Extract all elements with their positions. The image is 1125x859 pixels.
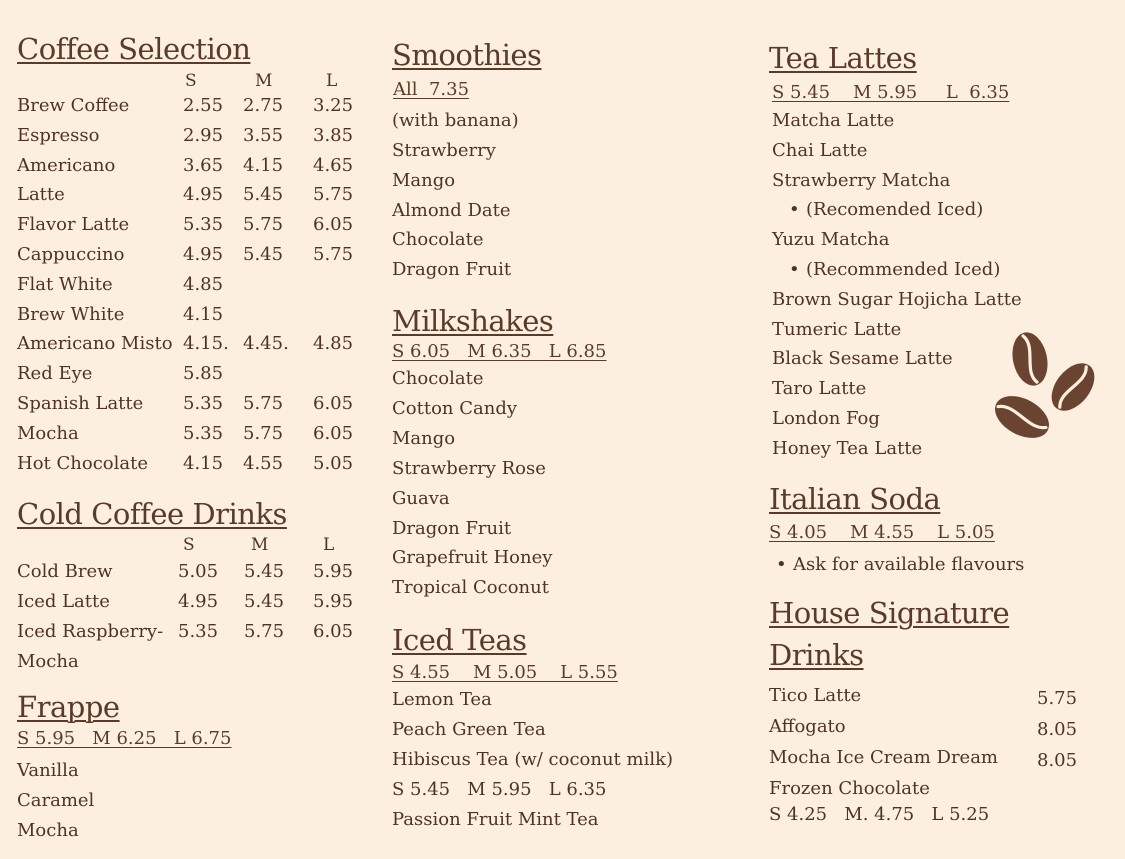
milkshake-item: Dragon Fruit	[392, 517, 512, 539]
coffee-price-m: 3.55	[243, 124, 284, 146]
cold-coffee-price-m: 5.45	[244, 561, 285, 582]
smoothie-item: Dragon Fruit	[392, 259, 512, 281]
coffee-item-name: Flat White	[17, 273, 113, 295]
tea-latte-item: Brown Sugar Hojicha Latte	[772, 288, 1022, 310]
tea-latte-item: Tumeric Latte	[772, 318, 902, 340]
cold-coffee-item-name: Iced Raspberry-	[17, 621, 164, 643]
passion-fruit-item: Passion Fruit Mint Tea	[392, 809, 599, 830]
house-item-name: Frozen Chocolate	[769, 778, 930, 799]
coffee-price-s: 4.95	[183, 244, 224, 265]
milkshake-item: Guava	[392, 487, 450, 509]
coffee-price-s: 4.15	[183, 303, 224, 325]
frappe-item: Vanilla	[17, 760, 79, 781]
coffee-item-name: Cappuccino	[17, 244, 125, 265]
house-row	[769, 747, 1099, 769]
cold-size-l: L	[323, 535, 335, 555]
coffee-item-name: Latte	[17, 184, 65, 206]
coffee-size-l: L	[326, 71, 338, 91]
tea-latte-note: • (Recommended Iced)	[806, 259, 1000, 281]
coffee-row	[17, 304, 357, 326]
milkshake-item: Strawberry Rose	[392, 457, 546, 479]
coffee-row	[17, 363, 357, 385]
coffee-row	[17, 184, 357, 206]
coffee-price-l: 5.75	[313, 244, 354, 265]
coffee-price-s: 2.55	[183, 95, 224, 116]
coffee-price-s: 4.85	[183, 273, 224, 295]
iced-teas-prices: S 4.55 M 5.05 L 5.55	[392, 662, 618, 683]
italian-soda-prices: S 4.05 M 4.55 L 5.05	[769, 522, 995, 543]
house-row	[769, 778, 1099, 800]
coffee-item-name: Brew White	[17, 303, 125, 325]
house-row	[769, 716, 1099, 738]
cold-continuation-text: Mocha	[17, 651, 79, 672]
milkshake-item: Chocolate	[392, 368, 484, 389]
smoothies-heading: Smoothies	[392, 38, 542, 72]
cold-coffee-price-l: 6.05	[313, 621, 354, 643]
milkshakes-prices: S 6.05 M 6.35 L 6.85	[392, 341, 607, 362]
tea-latte-note: • (Recomended Iced)	[806, 199, 983, 221]
smoothie-item: Mango	[392, 169, 456, 191]
cold-size-s: S	[183, 535, 195, 555]
iced-tea-item: Peach Green Tea	[392, 719, 546, 740]
iced-tea-item: Lemon Tea	[392, 689, 492, 710]
coffee-row	[17, 214, 357, 236]
cold-coffee-price-m: 5.75	[244, 621, 285, 643]
cold-coffee-price-s: 5.05	[178, 561, 219, 582]
tea-lattes-heading: Tea Lattes	[769, 41, 917, 75]
italian-soda-note: • Ask for available flavours	[793, 554, 1024, 576]
cold-coffee-row	[17, 621, 357, 643]
coffee-row	[17, 333, 357, 355]
house-item-price: 8.05	[1037, 719, 1078, 740]
coffee-price-s: 5.35	[183, 393, 224, 414]
tea-latte-item: Strawberry Matcha	[772, 169, 951, 191]
milkshakes-heading: Milkshakes	[392, 304, 554, 338]
tea-lattes-prices: S 5.45 M 5.95 L 6.35	[772, 82, 1010, 103]
house-heading-line2: Drinks	[769, 638, 864, 672]
house-item-name: Mocha Ice Cream Dream	[769, 747, 998, 768]
frozen-chocolate-prices: S 4.25 M. 4.75 L 5.25	[769, 804, 990, 825]
house-row	[769, 685, 1099, 707]
coffee-row	[17, 155, 357, 177]
coffee-price-m: 2.75	[243, 95, 284, 116]
smoothie-item: Almond Date	[392, 199, 511, 221]
coffee-row	[17, 453, 357, 475]
cold-coffee-price-s: 4.95	[178, 591, 219, 613]
coffee-item-name: Brew Coffee	[17, 95, 130, 116]
coffee-price-l: 6.05	[313, 393, 354, 414]
tea-latte-item: Taro Latte	[772, 378, 867, 400]
cold-size-m: M	[251, 535, 269, 555]
iced-teas-heading: Iced Teas	[392, 623, 527, 657]
tea-latte-item: Yuzu Matcha	[772, 229, 890, 251]
coffee-price-l: 5.75	[313, 184, 354, 206]
coffee-price-m: 4.55	[243, 452, 284, 474]
cold-coffee-price-m: 5.45	[244, 591, 285, 613]
coffee-price-s: 5.35	[183, 214, 224, 236]
coffee-price-s: 4.15	[183, 452, 224, 474]
coffee-bean-shape	[1008, 330, 1052, 389]
house-heading-line1: House Signature	[769, 596, 1010, 630]
coffee-price-s: 2.95	[183, 124, 224, 146]
coffee-row	[17, 393, 357, 415]
cold-coffee-price-l: 5.95	[313, 591, 354, 613]
coffee-row	[17, 125, 357, 147]
coffee-item-name: Americano	[17, 154, 116, 176]
coffee-item-name: Americano Misto	[17, 333, 173, 355]
coffee-price-m: 5.45	[243, 184, 284, 206]
coffee-item-name: Red Eye	[17, 363, 93, 385]
coffee-price-m: 5.75	[243, 214, 284, 236]
cold-coffee-price-l: 5.95	[313, 561, 354, 582]
smoothies-note: (with banana)	[392, 110, 519, 131]
coffee-price-m: 5.45	[243, 244, 284, 265]
italian-soda-heading: Italian Soda	[769, 482, 941, 516]
cold-coffee-item-name: Iced Latte	[17, 591, 110, 613]
tea-latte-item: Black Sesame Latte	[772, 348, 953, 370]
house-item-price: 8.05	[1037, 750, 1078, 771]
coffee-price-s: 3.65	[183, 154, 224, 176]
coffee-price-l: 3.25	[313, 95, 354, 116]
frappe-prices: S 5.95 M 6.25 L 6.75	[17, 728, 232, 749]
frappe-heading: Frappe	[17, 690, 120, 724]
iced-tea-item: Hibiscus Tea (w/ coconut milk)	[392, 749, 674, 770]
smoothies-prices: All 7.35	[393, 79, 470, 100]
coffee-row	[17, 423, 357, 445]
coffee-bean-shape	[994, 387, 1056, 444]
coffee-price-l: 6.05	[313, 214, 354, 236]
cold-coffee-item-name: Cold Brew	[17, 561, 113, 582]
tea-latte-item: Honey Tea Latte	[772, 437, 923, 459]
coffee-row	[17, 274, 357, 296]
cold-coffee-heading: Cold Coffee Drinks	[17, 497, 287, 531]
coffee-item-name: Espresso	[17, 124, 100, 146]
coffee-row	[17, 95, 357, 117]
frappe-item: Mocha	[17, 819, 79, 841]
coffee-price-m: 4.15	[243, 154, 284, 176]
coffee-item-name: Flavor Latte	[17, 214, 130, 236]
smoothie-item: Strawberry	[392, 140, 496, 161]
hibiscus-prices: S 5.45 M 5.95 L 6.35	[392, 779, 607, 800]
milkshake-item: Mango	[392, 427, 456, 449]
coffee-price-s: 4.95	[183, 184, 224, 206]
coffee-item-name: Hot Chocolate	[17, 452, 148, 474]
coffee-price-m: 5.75	[243, 422, 284, 444]
tea-latte-item: Chai Latte	[772, 139, 868, 161]
coffee-price-l: 5.05	[313, 452, 354, 474]
milkshake-item: Cotton Candy	[392, 397, 518, 419]
coffee-item-name: Mocha	[17, 422, 79, 444]
smoothie-item: Chocolate	[392, 229, 484, 251]
coffee-row	[17, 244, 357, 266]
cold-coffee-price-s: 5.35	[178, 621, 219, 643]
house-item-name: Affogato	[769, 716, 846, 737]
coffee-item-name: Spanish Latte	[17, 393, 144, 414]
tea-latte-item: Matcha Latte	[772, 110, 895, 131]
coffee-size-s: S	[185, 71, 197, 91]
coffee-bean-shape	[1043, 355, 1098, 418]
coffee-price-l: 6.05	[313, 422, 354, 444]
coffee-selection-heading: Coffee Selection	[17, 32, 251, 66]
coffee-price-l: 4.85	[313, 333, 354, 355]
house-item-price: 5.75	[1037, 688, 1078, 709]
cold-coffee-row	[17, 561, 357, 583]
coffee-price-l: 4.65	[313, 154, 354, 176]
coffee-size-m: M	[255, 71, 273, 91]
coffee-price-m: 4.45.	[243, 333, 289, 355]
milkshake-item: Grapefruit Honey	[392, 547, 553, 569]
coffee-price-l: 3.85	[313, 124, 354, 146]
cold-coffee-row	[17, 591, 357, 613]
milkshake-item: Tropical Coconut	[392, 577, 549, 599]
house-item-name: Tico Latte	[769, 685, 862, 706]
coffee-beans-icon	[994, 330, 1098, 444]
tea-latte-item: London Fog	[772, 408, 880, 429]
frappe-item: Caramel	[17, 789, 95, 811]
coffee-price-s: 5.85	[183, 363, 224, 385]
coffee-price-m: 5.75	[243, 393, 284, 414]
coffee-price-s: 5.35	[183, 422, 224, 444]
coffee-price-s: 4.15.	[183, 333, 229, 355]
